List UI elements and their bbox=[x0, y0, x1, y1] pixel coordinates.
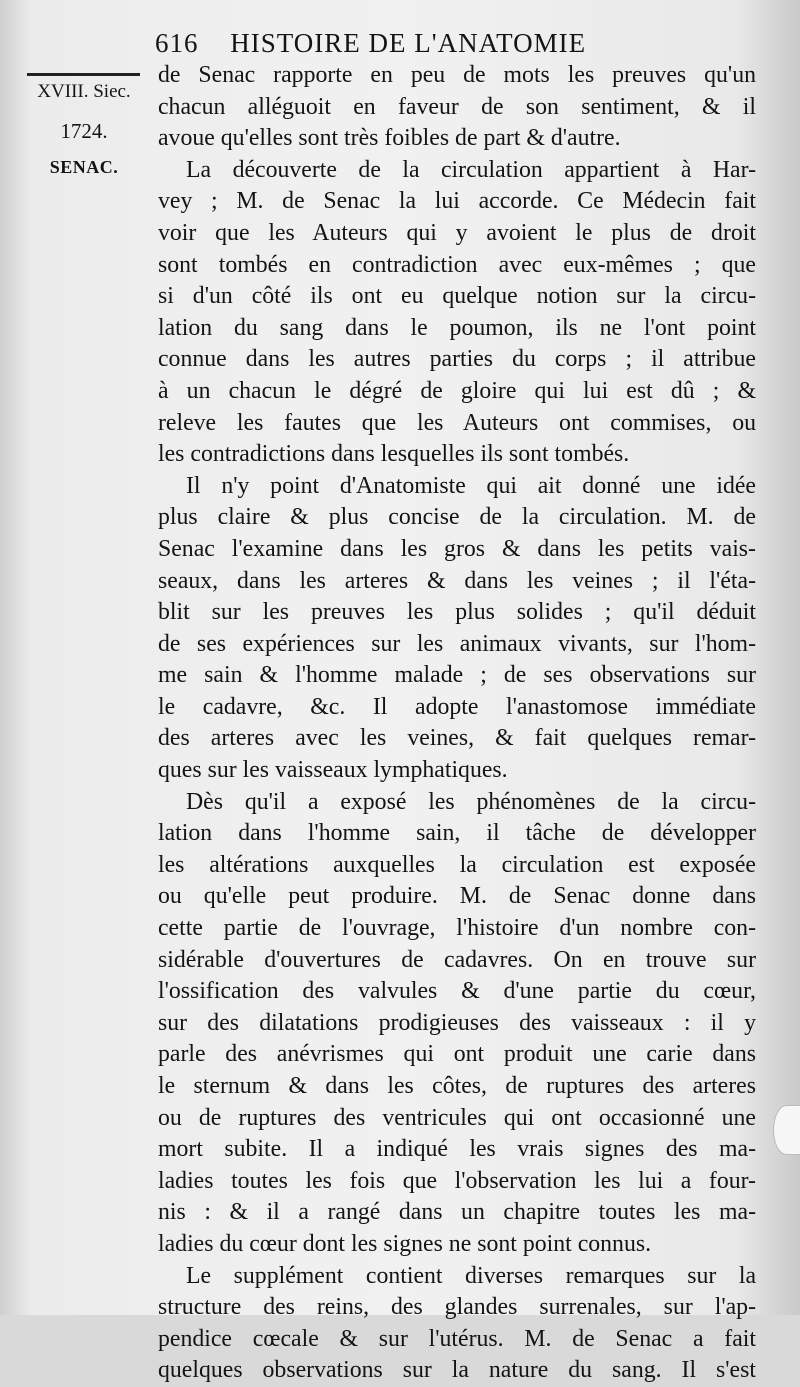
text-line: pendice cœcale & sur l'utérus. M. de Senac a fait bbox=[158, 1325, 756, 1352]
text-line: quelques observations sur la nature du sang. Il s'est bbox=[158, 1357, 756, 1384]
text-line: chacun alléguoit en faveur de son sentiment, & il bbox=[158, 93, 756, 120]
text-line: cette partie de l'ouvrage, l'histoire d'un nombre con- bbox=[158, 915, 756, 942]
text-line: Le supplément contient diverses remarques sur la bbox=[186, 1262, 756, 1289]
text-line: sont tombés en contradiction avec eux-mêmes ; que bbox=[158, 251, 756, 278]
text-line: de Senac rapporte en peu de mots les preuves qu'un bbox=[158, 62, 756, 88]
body-text bbox=[158, 60, 756, 1387]
text-line: ou de ruptures des ventricules qui ont occasionné une bbox=[158, 1104, 756, 1131]
text-line: avoue qu'elles sont très foibles de part & d'autre. bbox=[158, 125, 621, 152]
text-line: mort subite. Il a indiqué les vrais signes des ma- bbox=[158, 1136, 756, 1163]
text-line: les contradictions dans lesquelles ils sont tombés. bbox=[158, 441, 630, 468]
page-header bbox=[155, 28, 755, 59]
text-line: les altérations auxquelles la circulation est exposée bbox=[158, 851, 756, 878]
text-line: lation dans l'homme sain, il tâche de développer bbox=[158, 820, 756, 847]
text-line: Senac l'examine dans les gros & dans les petits vais- bbox=[158, 535, 756, 562]
text-line: l'ossification des valvules & d'une partie du cœur, bbox=[158, 978, 756, 1005]
text-line: releve les fautes que les Auteurs ont commises, ou bbox=[158, 409, 756, 436]
text-line: parle des anévrismes qui ont produit une carie dans bbox=[158, 1041, 756, 1068]
text-line: vey ; M. de Senac la lui accorde. Ce Médecin fait bbox=[158, 188, 756, 215]
text-line: lation du sang dans le poumon, ils ne l'ont point bbox=[158, 314, 756, 341]
text-line: Il n'y point d'Anatomiste qui ait donné une idée bbox=[186, 472, 756, 499]
text-line: nis : & il a rangé dans un chapitre toutes les ma- bbox=[158, 1199, 756, 1226]
text-line: si d'un côté ils ont eu quelque notion sur la circu- bbox=[158, 283, 756, 310]
text-line: le cadavre, &c. Il adopte l'anastomose immédiate bbox=[158, 693, 756, 720]
text-line: sidérable d'ouvertures de cadavres. On en trouve sur bbox=[158, 946, 756, 973]
text-line: des arteres avec les veines, & fait quelques remar- bbox=[158, 725, 756, 752]
text-line: Dès qu'il a exposé les phénomènes de la circu- bbox=[186, 788, 756, 815]
text-line: ladies toutes les fois que l'observation les lui a four- bbox=[158, 1167, 756, 1194]
page-number: 616 bbox=[155, 28, 199, 58]
text-line: sur des dilatations prodigieuses des vaisseaux : il y bbox=[158, 1009, 756, 1036]
text-line: connue dans les autres parties du corps ; il attribue bbox=[158, 346, 756, 373]
text-line: La découverte de la circulation appartient à Har- bbox=[186, 156, 756, 183]
text-line: ladies du cœur dont les signes ne sont point connus. bbox=[158, 1230, 652, 1257]
text-line: me sain & l'homme malade ; de ses observations sur bbox=[158, 662, 756, 689]
text-line: ou qu'elle peut produire. M. de Senac donne dans bbox=[158, 883, 756, 910]
text-line: blit sur les preuves les plus solides ; qu'il déduit bbox=[158, 599, 756, 626]
text-line: voir que les Auteurs qui y avoient le plus de droit bbox=[158, 219, 756, 246]
text-line: plus claire & plus concise de la circulation. M. de bbox=[158, 504, 756, 531]
running-title: HISTOIRE DE L'ANATOMIE bbox=[230, 28, 587, 58]
text-line: à un chacun le dégré de gloire qui lui est dû ; & bbox=[158, 377, 756, 404]
margin-note-author: SENAC. bbox=[49, 157, 119, 177]
margin-note-year: 1724. bbox=[60, 119, 108, 143]
text-line: le sternum & dans les côtes, de ruptures des arteres bbox=[158, 1073, 756, 1099]
text-line: ques sur les vaisseaux lymphatiques. bbox=[158, 757, 508, 784]
text-line: structure des reins, des glandes surrenales, sur l'ap- bbox=[158, 1294, 756, 1321]
text-line: seaux, dans les arteres & dans les veines ; il l'éta- bbox=[158, 567, 756, 594]
paper-blemish bbox=[773, 1105, 800, 1155]
margin-note-century: XVIII. Siec. bbox=[37, 81, 131, 102]
text-line: de ses expériences sur les animaux vivants, sur l'hom- bbox=[158, 630, 756, 657]
margin-rule bbox=[27, 73, 140, 76]
